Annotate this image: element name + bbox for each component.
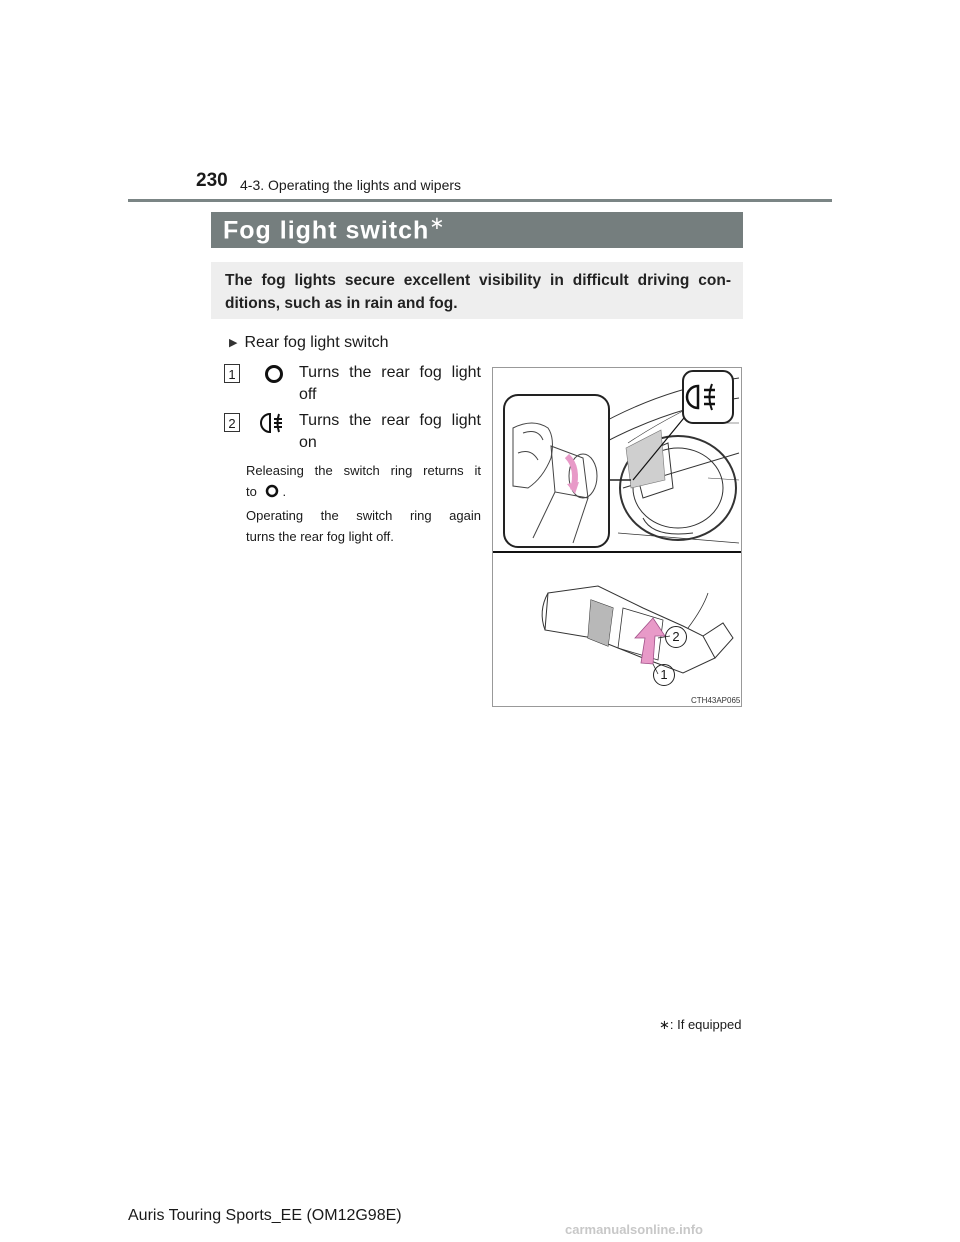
fog-light-off-icon (263, 363, 285, 385)
title-bar (211, 212, 743, 248)
page-title-text: Fog light switch (223, 216, 430, 245)
footer-model: Auris Touring Sports_EE (OM12G98E) (128, 1207, 402, 1224)
figure-callout-2: 2 (665, 626, 687, 648)
item-1-text-line2: off (299, 386, 317, 403)
sub-heading (229, 334, 389, 352)
item-2-text-line1: Turns the rear fog light (299, 412, 481, 429)
release-note-line1: Releasing the switch ring returns it (246, 463, 481, 478)
release-note-prefix: to (246, 484, 257, 499)
item-1-text-line1: Turns the rear fog light (299, 364, 481, 381)
item-2-text-line2: on (299, 434, 317, 451)
rear-fog-light-icon (260, 410, 286, 436)
operate-note-line1: Operating the switch ring again (246, 508, 481, 523)
header-rule (128, 199, 832, 202)
item-2-number: 2 (224, 413, 240, 432)
intro-box (211, 262, 743, 319)
footnote: ∗: If equipped (659, 1017, 742, 1032)
page-title (223, 213, 445, 245)
figure-code: CTH43AP065 (691, 696, 741, 705)
operate-note-line2: turns the rear fog light off. (246, 529, 394, 544)
figure-callout-1: 1 (653, 664, 675, 686)
intro-text: The fog lights secure excellent visibility in difficult driving con-ditions, such as in rain and fog. (225, 272, 731, 312)
fog-switch-illustration (492, 367, 742, 707)
item-1-number: 1 (224, 364, 240, 383)
watermark: carmanualsonline.info (565, 1222, 703, 1237)
triangle-bullet-icon: ▶ (229, 337, 238, 349)
section-title: 4-3. Operating the lights and wipers (240, 177, 462, 193)
release-note-line2 (246, 481, 481, 502)
if-equipped-mark: ∗ (429, 213, 446, 233)
sub-heading-text: Rear fog light switch (244, 334, 389, 351)
page-number: 230 (196, 170, 228, 191)
release-note-suffix: . (282, 484, 287, 499)
fog-light-off-inline-icon (264, 484, 280, 498)
illustration-drawing (493, 368, 741, 706)
